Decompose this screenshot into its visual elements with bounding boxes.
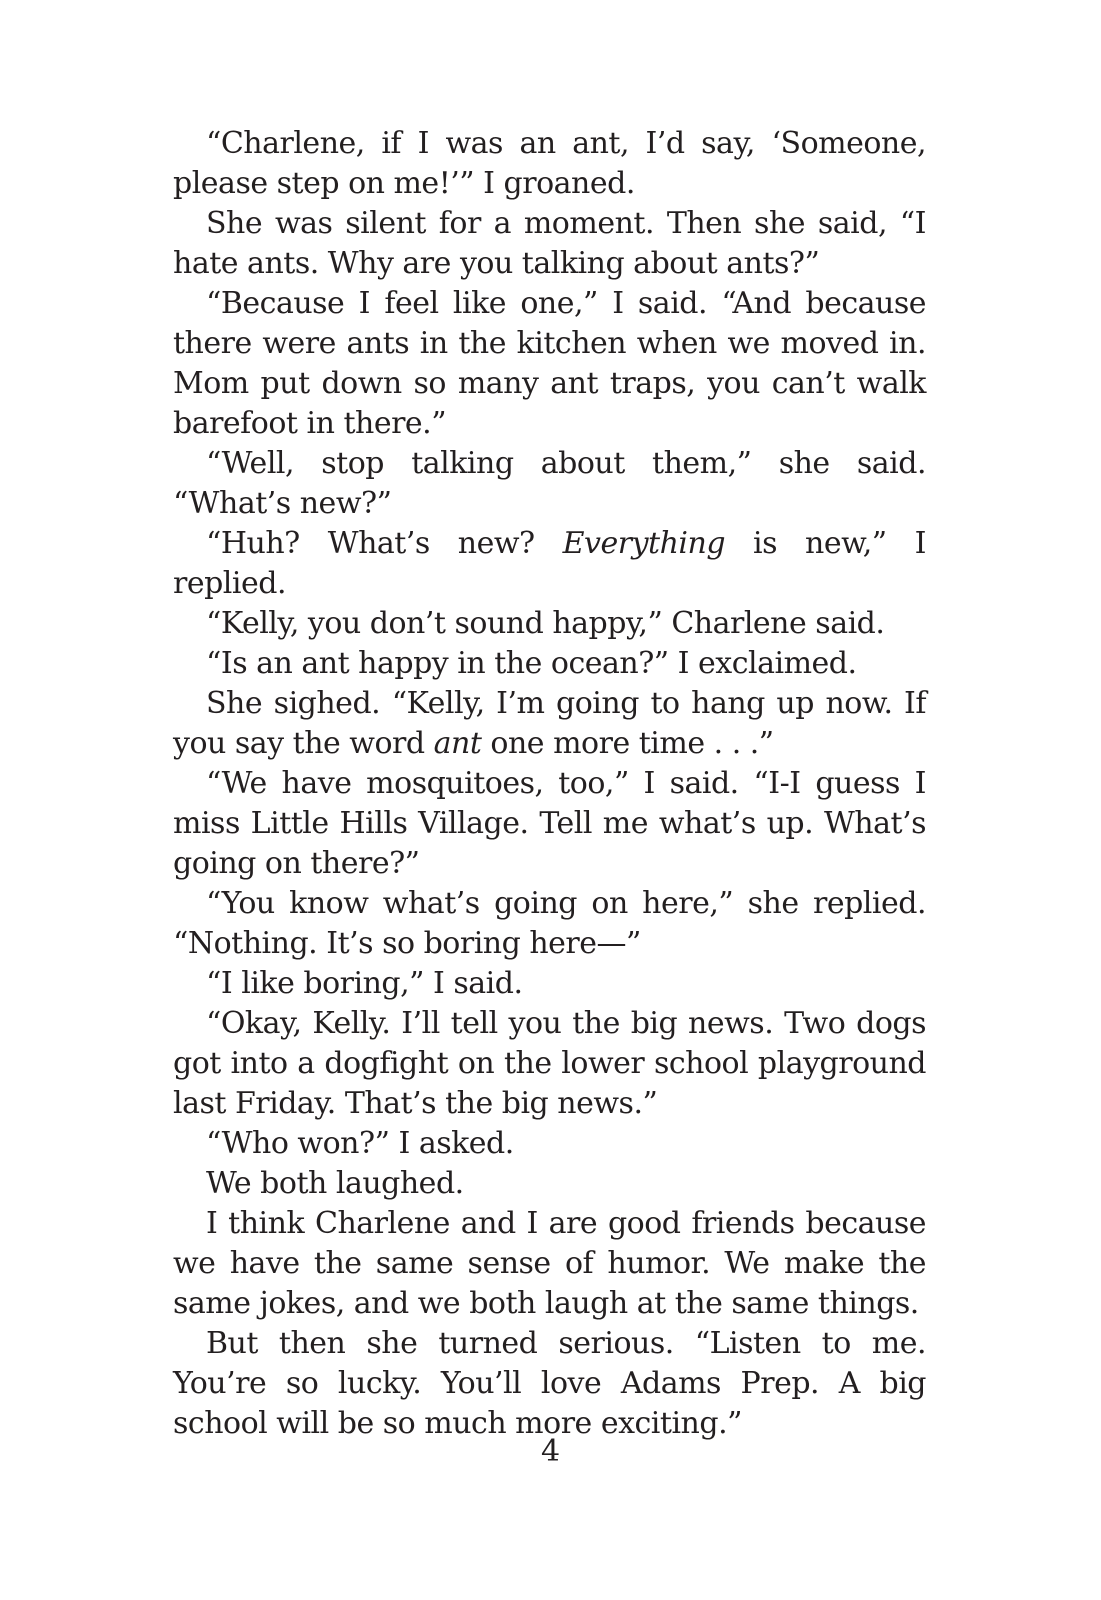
paragraph [173, 604, 926, 644]
paragraph [173, 964, 926, 1004]
paragraph [173, 444, 926, 524]
text-run: She was silent for a moment. Then she said, “I hate ants. Why are you talking about ants?” [173, 206, 926, 281]
text-run: “Well, stop talking about them,” she said. “What’s new?” [173, 446, 926, 521]
text-run: “I like boring,” I said. [206, 966, 523, 1001]
text-run: “We have mosquitoes, too,” I said. “I-I guess I miss Little Hills Village. Tell me what’s up. What’s going on there?” [173, 766, 926, 881]
italic-text: ant [433, 726, 482, 761]
text-run: “You know what’s going on here,” she replied. “Nothing. It’s so boring here—” [173, 886, 926, 961]
text-run: “Kelly, you don’t sound happy,” Charlene said. [206, 606, 885, 641]
text-run: one more time . . .” [481, 726, 774, 761]
paragraph [173, 684, 926, 764]
text-run: “Because I feel like one,” I said. “And because there were ants in the kitchen when we moved in. Mom put down so many ant traps, you can’t walk barefoot in there.” [173, 286, 926, 441]
paragraph [173, 884, 926, 964]
paragraph [173, 1324, 926, 1444]
text-run: “Is an ant happy in the ocean?” I exclaimed. [206, 646, 857, 681]
italic-text: Everything [562, 526, 726, 561]
text-run: is new,” I replied. [173, 526, 926, 601]
paragraph [173, 124, 926, 204]
paragraph [173, 1004, 926, 1124]
text-run: “Charlene, if I was an ant, I’d say, ‘Someone, please step on me!’” I groaned. [173, 126, 926, 201]
text-run: We both laughed. [206, 1166, 464, 1201]
text-run: I think Charlene and I are good friends because we have the same sense of humor. We make the same jokes, and we both laugh at the same things. [173, 1206, 926, 1321]
paragraph [173, 1164, 926, 1204]
page-number: 4 [540, 1434, 561, 1469]
text-run: She sighed. “Kelly, I’m going to hang up now. If you say the word [173, 686, 926, 761]
text-run: “Who won?” I asked. [206, 1126, 514, 1161]
paragraph [173, 524, 926, 604]
paragraph [173, 204, 926, 284]
paragraph [173, 764, 926, 884]
paragraph [173, 1204, 926, 1324]
paragraph [173, 644, 926, 684]
text-run: But then she turned serious. “Listen to me. You’re so lucky. You’ll love Adams Prep. A big school will be so much more exciting.” [173, 1326, 926, 1441]
body-text [173, 124, 926, 1444]
paragraph [173, 284, 926, 444]
text-run: “Huh? What’s new? [206, 526, 563, 561]
text-run: “Okay, Kelly. I’ll tell you the big news. Two dogs got into a dogfight on the lower school playground last Friday. That’s the big news.” [173, 1006, 926, 1121]
paragraph [173, 1124, 926, 1164]
